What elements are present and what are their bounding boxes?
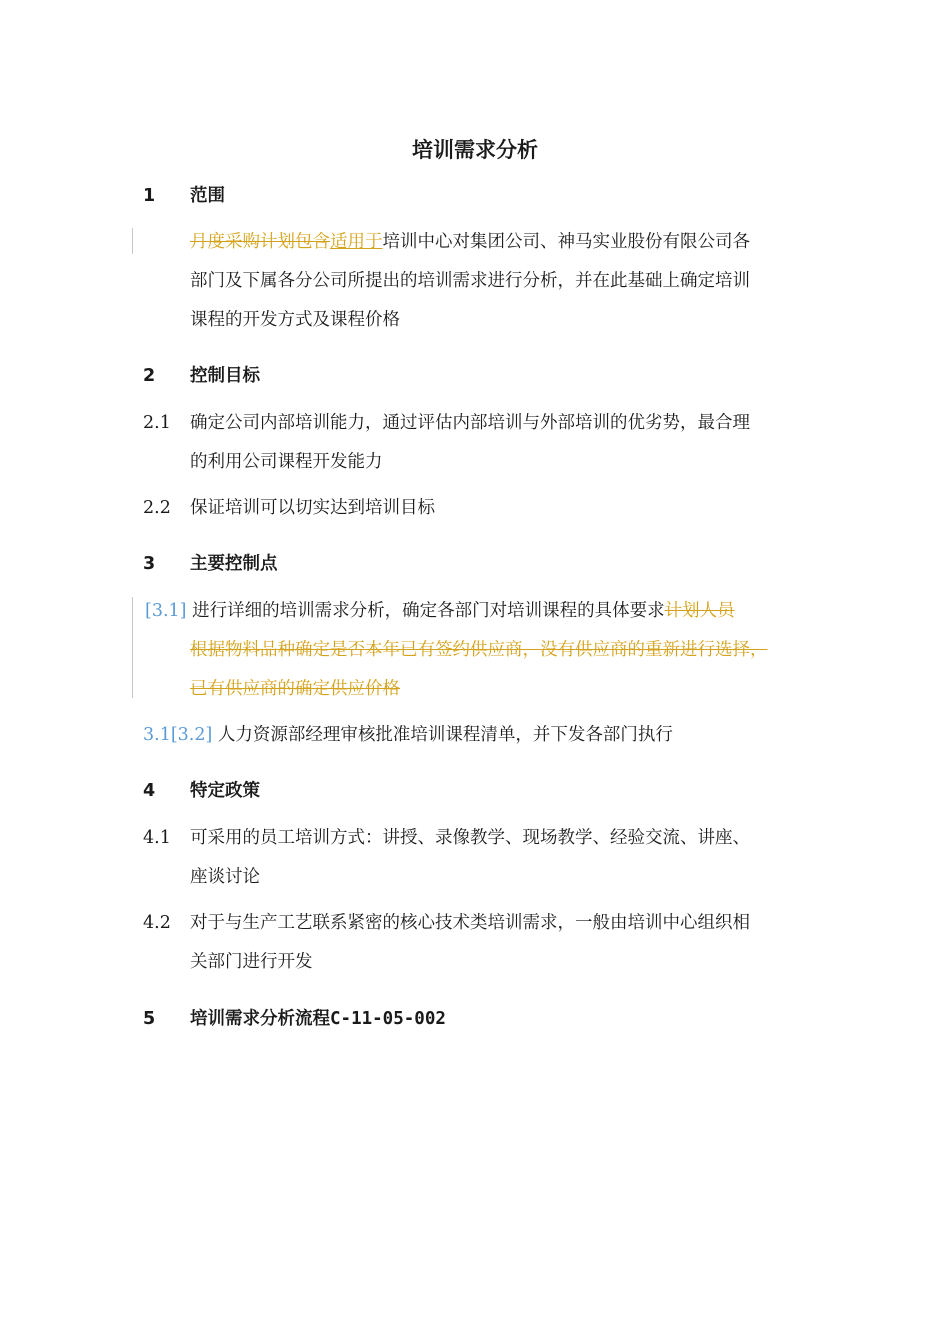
section-1-paragraph-line-1: [190, 229, 750, 255]
change-bar: [132, 597, 133, 698]
item-4-2-number: 4.2: [143, 913, 171, 933]
section-1-paragraph-line-3: 课程的开发方式及课程价格: [190, 310, 400, 330]
item-4-2-line-1: 对于与生产工艺联系紧密的核心技术类培训需求，一般由培训中心组织相: [190, 913, 750, 933]
item-2-2-number: 2.2: [143, 498, 171, 518]
item-3-2-number: 3.1[3.2]: [143, 725, 213, 745]
item-2-1-line-2: 的利用公司课程开发能力: [190, 452, 383, 472]
section-1-paragraph-line-2: 部门及下属各分公司所提出的培训需求进行分析，并在此基础上确定培训: [190, 271, 750, 291]
section-5-heading-line: [190, 1006, 446, 1032]
section-2-number: 2: [143, 366, 156, 386]
item-2-1-line-1: 确定公司内部培训能力，通过评估内部培训与外部培训的优劣势，最合理: [190, 413, 750, 433]
item-4-1-line-1: 可采用的员工培训方式：讲授、录像教学、现场教学、经验交流、讲座、: [190, 828, 750, 848]
paragraph-text: 培训中心对集团公司、神马实业股份有限公司各: [382, 232, 750, 252]
item-4-1-line-2: 座谈讨论: [190, 867, 260, 887]
deleted-text: 月度采购计划包含: [190, 232, 330, 252]
inserted-text: 适用于: [330, 232, 383, 252]
item-3-2-line-1: [143, 722, 673, 748]
section-4-number: 4: [143, 781, 156, 801]
item-3-1-deleted-line-2: 根据物料品种确定是否本年已有签约供应商，没有供应商的重新进行选择，: [190, 640, 768, 660]
item-3-1-deleted-line-3: 已有供应商的确定供应价格: [190, 679, 400, 699]
section-5-number: 5: [143, 1009, 156, 1029]
item-2-2-line-1: 保证培训可以切实达到培训目标: [190, 498, 435, 518]
flow-code: C-11-05-002: [330, 1009, 446, 1029]
change-bar: [132, 228, 133, 254]
deleted-text: 计划人员: [664, 601, 735, 621]
item-4-1-number: 4.1: [143, 828, 171, 848]
section-4-heading: 特定政策: [190, 781, 260, 801]
section-5-heading: 培训需求分析流程: [190, 1009, 330, 1029]
section-3-number: 3: [143, 554, 156, 574]
item-4-2-line-2: 关部门进行开发: [190, 952, 313, 972]
section-1-number: 1: [143, 186, 156, 206]
section-1-heading: 范围: [190, 186, 225, 206]
section-2-heading: 控制目标: [190, 366, 260, 386]
paragraph-text: 进行详细的培训需求分析，确定各部门对培训课程的具体要求: [192, 601, 665, 621]
document-title: 培训需求分析: [412, 138, 538, 162]
paragraph-text: 人力资源部经理审核批准培训课程清单，并下发各部门执行: [217, 725, 673, 745]
section-3-heading: 主要控制点: [190, 554, 278, 574]
item-2-1-number: 2.1: [143, 413, 171, 433]
item-3-1-number: [3.1]: [145, 601, 187, 621]
item-3-1-line-1: [145, 598, 735, 624]
